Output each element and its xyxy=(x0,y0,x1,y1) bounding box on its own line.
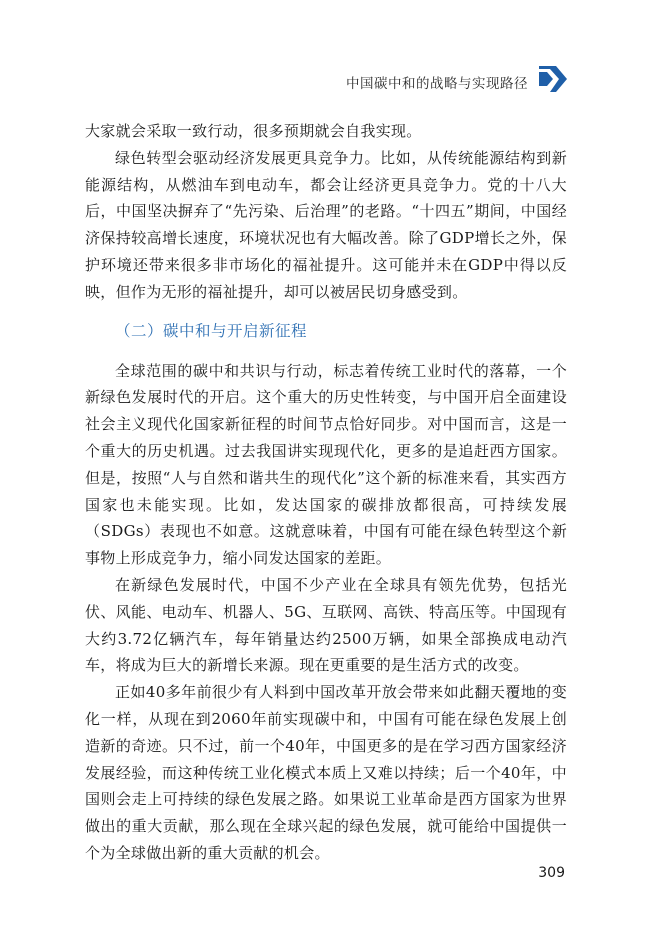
page-body xyxy=(85,118,567,867)
body-paragraph: 大家就会采取一致行动，很多预期就会自我实现。 xyxy=(85,122,422,140)
body-paragraph: 在新绿色发展时代，中国不少产业在全球具有领先优势，包括光伏、风能、电动车、机器人、5G、互联网、高铁、特高压等。中国现有大约3.72亿辆汽车，每年销量达约2500万辆，如果全部换成电动汽车，将成为巨大的新增长来源。现在更重要的是生活方式的改变。 xyxy=(85,575,567,675)
body-paragraph: 全球范围的碳中和共识与行动，标志着传统工业时代的落幕，一个新绿色发展时代的开启。这个重大的历史性转变，与中国开启全面建设社会主义现代化国家新征程的时间节点恰好同步。对中国而言，这是一个重大的历史机遇。过去我国讲实现现代化，更多的是追赶西方国家。但是，按照“人与自然和谐共生的现代化”这个新的标准来看，其实西方国家也未能实现。比如，发达国家的碳排放都很高，可持续发展（SDGs）表现也不如意。这就意味着，中国有可能在绿色转型这个新事物上形成竞争力，缩小同发达国家的差距。 xyxy=(85,361,567,568)
chapter-arrow-logo-icon xyxy=(536,62,570,96)
body-paragraph: 正如40多年前很少有人料到中国改革开放会带来如此翻天覆地的变化一样，从现在到2060年前实现碳中和，中国有可能在绿色发展上创造新的奇迹。只不过，前一个40年，中国更多的是在学习西方国家经济发展经验，而这种传统工业化模式本质上又难以持续；后一个40年，中国则会走上可持续的绿色发展之路。如果说工业革命是西方国家为世界做出的重大贡献，那么现在全球兴起的绿色发展，就可能给中国提供一个为全球做出新的重大贡献的机会。 xyxy=(85,683,567,862)
section-heading: （二）碳中和与开启新征程 xyxy=(115,321,308,340)
page-number: 309 xyxy=(538,865,565,881)
running-header-title: 中国碳中和的战略与实现路径 xyxy=(346,76,528,92)
body-paragraph: 绿色转型会驱动经济发展更具竞争力。比如，从传统能源结构到新能源结构，从燃油车到电动车，都会让经济更具竞争力。党的十八大后，中国坚决摒弃了“先污染、后治理”的老路。“十四五”期间，中国经济保持较高增长速度，环境状况也有大幅改善。除了GDP增长之外，保护环境还带来很多非市场化的福祉提升。这可能并未在GDP中得以反映，但作为无形的福祉提升，却可以被居民切身感受到。 xyxy=(85,148,567,301)
